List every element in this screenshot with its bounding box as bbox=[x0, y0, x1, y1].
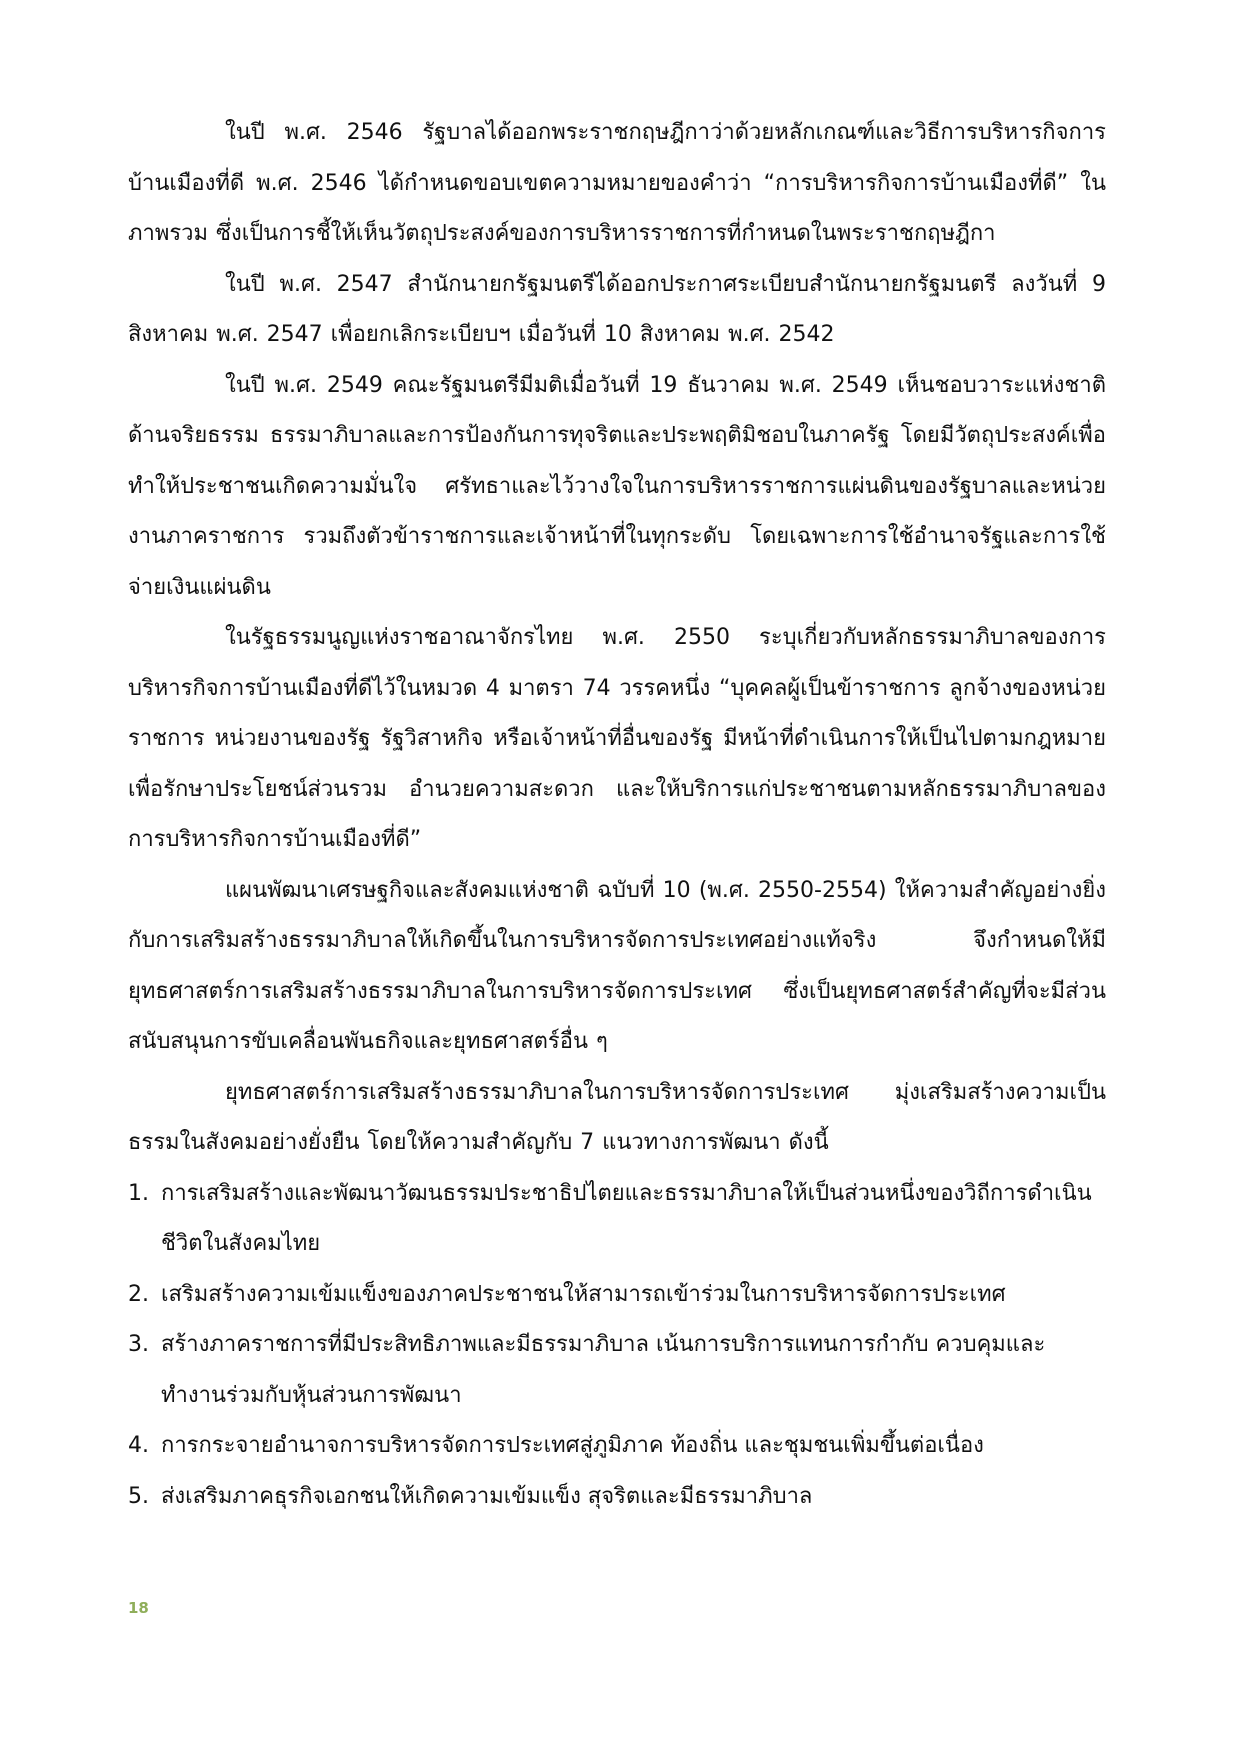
list-item bbox=[128, 1421, 1106, 1472]
paragraph-2546-decree: ในปี พ.ศ. 2546 รัฐบาลได้ออกพระราชกฤษฎีกาว่าด้วยหลักเกณฑ์และวิธีการบริหารกิจการบ้านเมืองที่ดี พ.ศ. 2546 ได้กำหนดขอบเขตความหมายของคำว่า “การบริหารกิจการบ้านเมืองที่ดี” ในภาพรวม ซึ่งเป็นการชี้ให้เห็นวัตถุประสงค์ของการบริหารราชการที่กำหนดในพระราชกฤษฎีกา bbox=[128, 120, 1106, 246]
list-item-number: 4. bbox=[128, 1433, 149, 1458]
list-item-text: การเสริมสร้างและพัฒนาวัฒนธรรมประชาธิปไตยและธรรมาภิบาลให้เป็นส่วนหนึ่งของวิถีการดำเนินชีวิตในสังคมไทย bbox=[161, 1180, 1092, 1256]
paragraph-2547-regulation: ในปี พ.ศ. 2547 สำนักนายกรัฐมนตรีได้ออกประกาศระเบียบสำนักนายกรัฐมนตรี ลงวันที่ 9 สิงหาคม พ.ศ. 2547 เพื่อยกเลิกระเบียบฯ เมื่อวันที่ 10 สิงหาคม พ.ศ. 2542 bbox=[128, 271, 1106, 347]
list-item-number: 2. bbox=[128, 1281, 149, 1307]
list-item-text: สร้างภาคราชการที่มีประสิทธิภาพและมีธรรมาภิบาล เน้นการบริการแทนการกำกับ ควบคุมและทำงานร่วมกับหุ้นส่วนการพัฒนา bbox=[161, 1332, 1046, 1408]
paragraph-strategy: ยุทธศาสตร์การเสริมสร้างธรรมาภิบาลในการบริหารจัดการประเทศ มุ่งเสริมสร้างความเป็นธรรมในสังคมอย่างยั่งยืน โดยให้ความสำคัญกับ 7 แนวทางการพัฒนา ดังนี้ bbox=[128, 1079, 1106, 1155]
paragraph-development-plan: แผนพัฒนาเศรษฐกิจและสังคมแห่งชาติ ฉบับที่ 10 (พ.ศ. 2550-2554) ให้ความสำคัญอย่างยิ่งกับการเสริมสร้างธรรมาภิบาลให้เกิดขึ้นในการบริหารจัดการประเทศอย่างแท้จริง จึงกำหนดให้มียุทธศาสตร์การเสริมสร้างธรรมาภิบาลในการบริหารจัดการประเทศ ซึ่งเป็นยุทธศาสตร์สำคัญที่จะมีส่วนสนับสนุนการขับเคลื่อนพันธกิจและยุทธศาสตร์อื่น ๆ bbox=[128, 877, 1106, 1054]
list-item-text: เสริมสร้างความเข้มแข็งของภาคประชาชนให้สามารถเข้าร่วมในการบริหารจัดการประเทศ bbox=[161, 1281, 1006, 1307]
guideline-list bbox=[128, 1169, 1106, 1523]
list-item-text: การกระจายอำนาจการบริหารจัดการประเทศสู่ภูมิภาค ท้องถิ่น และชุมชนเพิ่มขึ้นต่อเนื่อง bbox=[161, 1433, 984, 1458]
list-item-number: 5. bbox=[128, 1483, 149, 1509]
paragraph-2550-constitution: ในรัฐธรรมนูญแห่งราชอาณาจักรไทย พ.ศ. 2550 ระบุเกี่ยวกับหลักธรรมาภิบาลของการบริหารกิจการบ้านเมืองที่ดีไว้ในหมวด 4 มาตรา 74 วรรคหนึ่ง “บุคคลผู้เป็นข้าราชการ ลูกจ้างของหน่วยราชการ หน่วยงานของรัฐ รัฐวิสาหกิจ หรือเจ้าหน้าที่อื่นของรัฐ มีหน้าที่ดำเนินการให้เป็นไปตามกฎหมายเพื่อรักษาประโยชน์ส่วนรวม อำนวยความสะดวก และให้บริการแก่ประชาชนตามหลักธรรมาภิบาลของการบริหารกิจการบ้านเมืองที่ดี” bbox=[128, 625, 1106, 852]
list-item-number: 1. bbox=[128, 1180, 149, 1206]
list-item bbox=[128, 1169, 1106, 1270]
page-body bbox=[128, 108, 1106, 1522]
list-item-number: 3. bbox=[128, 1332, 149, 1357]
list-item bbox=[128, 1270, 1106, 1321]
paragraph-2549-national-agenda: ในปี พ.ศ. 2549 คณะรัฐมนตรีมีมติเมื่อวันที่ 19 ธันวาคม พ.ศ. 2549 เห็นชอบวาระแห่งชาติด้านจริยธรรม ธรรมาภิบาลและการป้องกันการทุจริตและประพฤติมิชอบในภาครัฐ โดยมีวัตถุประสงค์เพื่อทำให้ประชาชนเกิดความมั่นใจ ศรัทธาและไว้วางใจในการบริหารราชการแผ่นดินของรัฐบาลและหน่วยงานภาคราชการ รวมถึงตัวข้าราชการและเจ้าหน้าที่ในทุกระดับ โดยเฉพาะการใช้อำนาจรัฐและการใช้จ่ายเงินแผ่นดิน bbox=[128, 372, 1106, 600]
list-item bbox=[128, 1320, 1106, 1421]
list-item bbox=[128, 1472, 1106, 1523]
list-item-text: ส่งเสริมภาคธุรกิจเอกชนให้เกิดความเข้มแข็ง สุจริตและมีธรรมาภิบาล bbox=[161, 1483, 813, 1509]
page-number: 18 bbox=[128, 1599, 149, 1617]
